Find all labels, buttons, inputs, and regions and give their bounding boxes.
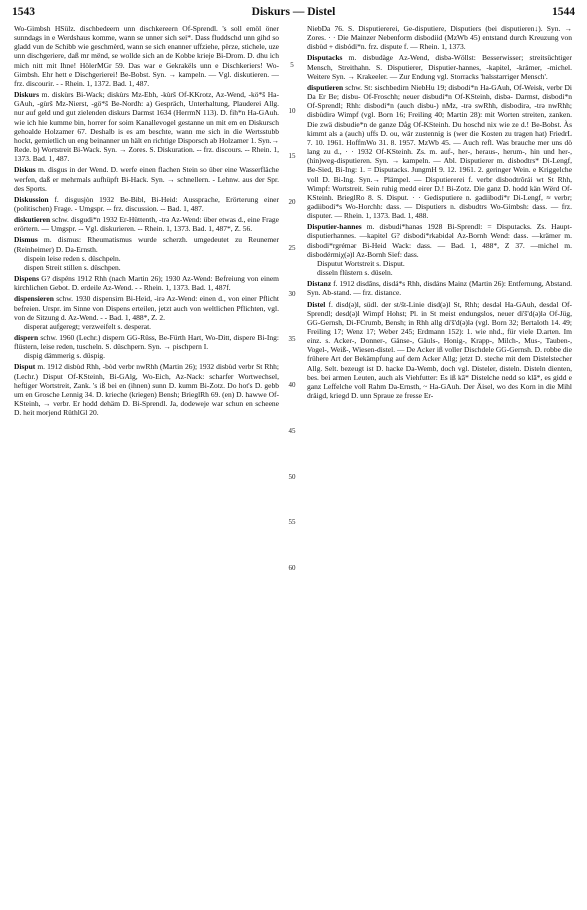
dictionary-entry: [307, 259, 572, 268]
entry-text: m. disbudàge Az-Wend, disbə-Wöllst: Besserwisser; streitsüchtiger Mensch, Streithahn. S. Disputierer, Disputier-hannes, -kapitel, -krämer, -michel. Weitere Syn. → Krakeeler. — Zur Endung vgl. Storracks 'halsstarriger Mensch'.: [307, 53, 572, 81]
line-number: 25: [288, 243, 296, 252]
line-number: 15: [288, 152, 296, 161]
dictionary-entry: [14, 362, 279, 417]
dictionary-entry: [307, 279, 572, 297]
page-number-left: 1543: [12, 6, 35, 18]
left-column: [14, 24, 279, 904]
entry-headword: diskutieren: [14, 215, 51, 225]
entry-text: f. 1912 disdāns, disdá*s Rhh, disdáns Mainz (Martin 26): Entfernung, Abstand. Syn. Ab-stand. — frz. distance.: [307, 279, 572, 298]
page-header: [12, 6, 575, 22]
dictionary-entry: [14, 333, 279, 351]
entry-text: Wo-Gimbsh HSülz. dischbedeern unn dischkereern Of-Sprendl. 's soll emöl öner sunndags in e Werdshaus komme, wann se unner sich sei*. Dass fluddschd unn gihd so gladd vun de Schibb wie geschmèrd, wann se sich enanner uffziehe, përze, stichele, uze unn dischgeriere, daß mr mënd, se wollde sich an de Kobbe krieje Bi-Drom. D. dhu ich mich nitt mit Ihne! HölerMGr 59. Das war e Gekrakëls unn e Dischkeriers! Wo-Gimbsh. Ehr hett e Dischgerierei! Be-Bobst. Syn. → kampeln. — Vgl. diskutieren. — frz. discourir. - - Rhein. 1, 1372. Bad. 1, 487.: [14, 24, 279, 88]
dictionary-entry: [14, 195, 279, 213]
right-column: [307, 24, 572, 904]
entry-text: f. disgusjòn 1932 Be-Bibl, Bi-Heid: Aussprache, Erörterung einer (politischen) Frage. - Umgspr. -- frz. discussion. -- Bad. 1, 487.: [14, 194, 279, 213]
entry-headword: dispensieren: [14, 294, 54, 304]
dictionary-entry: [14, 263, 279, 272]
entry-text: dispig dämmerig s. düspig.: [24, 351, 106, 361]
dictionary-entry: [307, 222, 572, 259]
dictionary-entry: [14, 254, 279, 263]
entry-headword: Distanz: [307, 279, 332, 289]
line-number: 50: [288, 472, 296, 481]
entry-text: schw. disgudi*n 1932 Er-Hüttenth, -trə Az-Wend: über etwas d., eine Frage erörtern. — Umgspr. -- Vgl. diskurieren. -- Rhein. 1, 1373. Bad. 1, 487*, Z. 56.: [14, 215, 279, 234]
entry-headword: Disput: [14, 362, 36, 372]
dictionary-entry: [307, 24, 572, 51]
entry-headword: disputieren: [307, 82, 344, 92]
entry-text: m. disbudi*hanəs 1928 Bi-Sprendl: = Disputacks. Zs. Haupt-disputierhannes. —kapitel G? disbodi*rkabidəl Az-Bornh Wend: dass. —krämer m. disbodi*rgrémər Bi-Heid Wack: dass. — Bad. 1, 488*, Z 37. —michel m. disbodérmiχ(ə)l Az-Bornh Sief: dass.: [307, 222, 572, 259]
entry-text: G? dispéns 1912 Rhh (nach Martin 26); 1930 Az-Wend: Befreiung von einem kirchlichen Gebot. D. erdeile Az-Wend. - - Rhein. 1, 1373. Bad. 1, 487f.: [14, 274, 279, 293]
page-number-right: 1544: [552, 6, 575, 18]
dictionary-entry: [14, 274, 279, 292]
line-number: 10: [288, 106, 296, 115]
entry-text: m. dismus: Rheumatismus wurde scherzh. umgedeutet zu Reunemer (Reinheimer) D. Da-Ernsth.: [14, 235, 279, 254]
entry-text: m. 1912 disbùd Rhh, -bòd verbr nwRhh (Martin 26); 1932 disbùd verbr St Rhh; (Lechr.) Disput Of-KSteinh, Bi-GAlg, Wo-Eich, Az-Nack: scharfer Wortwechsel, heftiger Wortstreit, Zank. 's iß bei en (ihnen) sunn D. kumm Bi-Zotz. Do hot's D. gebb um en Grosche Lennig 34. D. krieche (kriegen) Bensh; BrieglRh 69. (en) D. hawwe Of-KSteinh, → verbr. Er hodd dehäm D. Bi-Sprendl. Ja, dodeweje war schun en scheene D. heit morjend RüthlGl 20.: [14, 362, 279, 418]
entry-text: schw. St: sischbedirn NiebHu 19; disbodi*n Ha-GAuh, Of-Weisk, verbr Di Da Er Be; disbu- Of-Froschh; neuer disbudi*n Of-KSteinh, disbə- Darmst, disbodi*n Of-Sprendl; Rhh: disbodi*n (auch disbu-) nMz, -trə swRhh, disbodirə, -trə nwRhh; disbùdirə Wimpf (vgl. Born 16; Freiling 40; Martin 28): mit Worten streiten, zanken. Die zwä disbudie*n de ganze Dåg Of-KSteinh. Du hoschd nix wie ze d.! Be-Bobst. Às kimmt als a (auch) uffs D. ou, wär zustennig is (wer die Kosten zu tragen hat) FriedrL 7. 10. 1961. HoffmWo 31. 8. 1957. MzWb 45. — Auch refl. Was brauche mer uns dò lang zu d., · · 1932 Of-KSteinh. Zs. m. auf-, her-, heraus-, herum-, hin und her-, (hin)weg-disputieren. Syn. → kampeln. — Abl. Disputierer m. disbodtrs* Di-Lengf, Be-Sied, Bi-Ing: 1. = Disputacks. JungmH 9. 12. 1961. 2. geringer Wein. e Kriggelche voll D. Bi-Ing. Syn.→ Plämpel. — Disputiererei f. verbr disbodtrõrái wt St Rhh, Wimpf: Wortstreit. Sein ruhig medd eirer D.! Bi-Zotz. Die ganz D. hodd kän Wërd Of-KSteinh. BrieglRo 8. S. Disput. · · Gedisputiere n. gədiibodi*r Di-Lengf, ≈ verbr; gədiibodi*s Wo-Horchh: dass. — Disputiers n. disbudtrs Wo-Gimbsh: dass. — frz. disputer. — Rhein. 1, 1373. Bad. 1, 488.: [307, 82, 572, 221]
entry-headword: Diskussion: [14, 194, 49, 204]
dictionary-entry: [14, 165, 279, 192]
entry-headword: Dismus: [14, 235, 38, 245]
line-number: 35: [288, 335, 296, 344]
entry-text: dispen Streit stillen s. düschpen.: [24, 262, 121, 272]
entry-text: disperat aufgeregt; verzweifelt s. desperat.: [24, 321, 152, 331]
dictionary-entry: [14, 215, 279, 233]
line-number: 40: [288, 381, 296, 389]
line-number: 30: [288, 289, 296, 298]
dictionary-entry: [14, 294, 279, 321]
entry-text: Disputut Wortstreit s. Disput.: [317, 258, 405, 268]
entry-text: schw. 1960 (Lechr.) dispern GG-Rüss, Be-Fürth Hart, Wo-Ditt, dispere Bi-Ing: flüstern, leise reden, tuscheln. S. düschpern. Syn. → pischpern I.: [14, 333, 279, 352]
line-number: 55: [288, 518, 296, 527]
dictionary-entry: [307, 53, 572, 80]
line-number: 45: [288, 426, 296, 435]
dictionary-entry: [14, 24, 279, 88]
entry-text: f. disd(ə)l, südl. der st/št-Linie disd(ə)l St, Rhh; desdəl Ha-GAuh, desdəl Of-Sprendl; desd(ə)l Wimpf Hohst; Pl. in St meist endungslos, neuer di'š'd(ə)lə Of-Jüg, GG-Gernsh, Di-FCrumb, Bensh; in Rhh allg di'š'd(ə)lə (vgl. Born 32; Bertaloth 14. 49; Freiling 17; Wenz 17; Weber 245; Erdmann 152): 1. wie nhd., für viele D.arten. Im einz. s. Acker-, Donner-, Gänse-, Gäuls-, Honig-, Krapp-, Milch-, Mus-, Tauben-, Vogel-, Weiß-, Wiesen-distel. — De Acker iß voller Dischdele GG-Gernsh. D. robbe die frühere Art der Bekämpfung auf dem Acker Allg; jetzt D. steche mit dem Distelstecher Allg. Selt. bezeugt ist D. hacke Da-Wemb, doch vgl. Disteler, disteln. Disteln dienten, bes. bei armen Leuten, auch als Viehfutter: Es iß kā* Distelche nedd so klā*, es gidd e ganz Leffelche voll Rahm Da-Ernsth, ~ Ha-GAuh. Der Äisel, wo des Korn in die Mihl dräigd, kriegd D. unn Spraue ze fresse Er-: [307, 299, 572, 401]
entry-headword: dispern: [14, 333, 39, 342]
entry-text: schw. 1930 dispensirn Bi-Heid, -irə Az-Wend: einen d., von einer Pflicht befreien. Urspr. im Sinne von Dispens erteilen, jetzt auch von weltlichen Pflichten, vgl. von de Sitzung d. Az-Wend. - - Bad. 1, 488*, Z. 2.: [14, 294, 279, 322]
entry-headword: Dispens: [14, 274, 40, 284]
entry-headword: Diskus: [14, 165, 36, 175]
entry-headword: Disputacks: [307, 53, 343, 63]
dictionary-entry: [14, 322, 279, 331]
line-number: 20: [288, 198, 296, 206]
entry-text: m. disgus in der Wend. D. werfe einen flachen Stein so über eine Wasserfläche werfen, daß er mehrmals aufhüpft Bi-Hack. Syn. → schnellern. - Lehnw. aus der Spr. des Sports.: [14, 165, 279, 193]
entry-text: NiebDa 76. S. Disputiererei, Ge-disputiere, Disputiers (bei disputieren↓). Syn. → Zores. · · Die Mainzer Nebenform disbodiid (MzWb 45) entstand durch Kreuzung von disbùd + disbódi*n. frz. dispute f. — Rhein. 1, 1373.: [307, 24, 572, 52]
entry-text: dispein leise reden s. düschpeln.: [24, 253, 121, 263]
running-title: Diskurs — Distel: [251, 6, 336, 18]
entry-headword: Distel: [307, 299, 326, 309]
dictionary-entry: [14, 351, 279, 360]
entry-text: disseln flüstern s. düseln.: [317, 268, 393, 278]
dictionary-entry: [307, 300, 572, 401]
dictionary-entry: [307, 268, 572, 277]
line-number: 5: [290, 60, 294, 69]
line-number: 60: [288, 564, 296, 572]
entry-headword: Diskurs: [14, 90, 40, 100]
dictionary-entry: [14, 90, 279, 163]
entry-text: m. diskùrs Bi-Wack; diskùrs Mz-Ebh, -kùrš Of-KKrotz, Az-Wend, -kö*š Ha-GAuh, -gùrš Mz-Nierst, -gö*š Be-Nordh: a) Gespräch, Unterhaltung, Plauderei Allg. nur auf geld und gut zielenden diskurs Darmst 1634 (HerrmN 113). D. fih*n Ha-GAuh. wie ich hie kumme bin, horrer for soim Kanallevogel gestanne un mit em en Diskursch gehoalde Holzamer 67. Deshalb is es am beschte, wann me sich in die Wertsstubb hockt, gemietlich un eng beinanner un hält en richtige Disporsch ab Holzamer 1. Syn.→ Rede. b) Wortstreit Bi-Wack. Syn. → Zores. S. Diskuration. -- frz. discours. -- Rhein. 1, 1373. Bad. 1, 487.: [14, 90, 279, 164]
dictionary-entry: [307, 83, 572, 220]
entry-headword: Disputier-hannes: [307, 222, 362, 232]
dictionary-entry: [14, 235, 279, 253]
